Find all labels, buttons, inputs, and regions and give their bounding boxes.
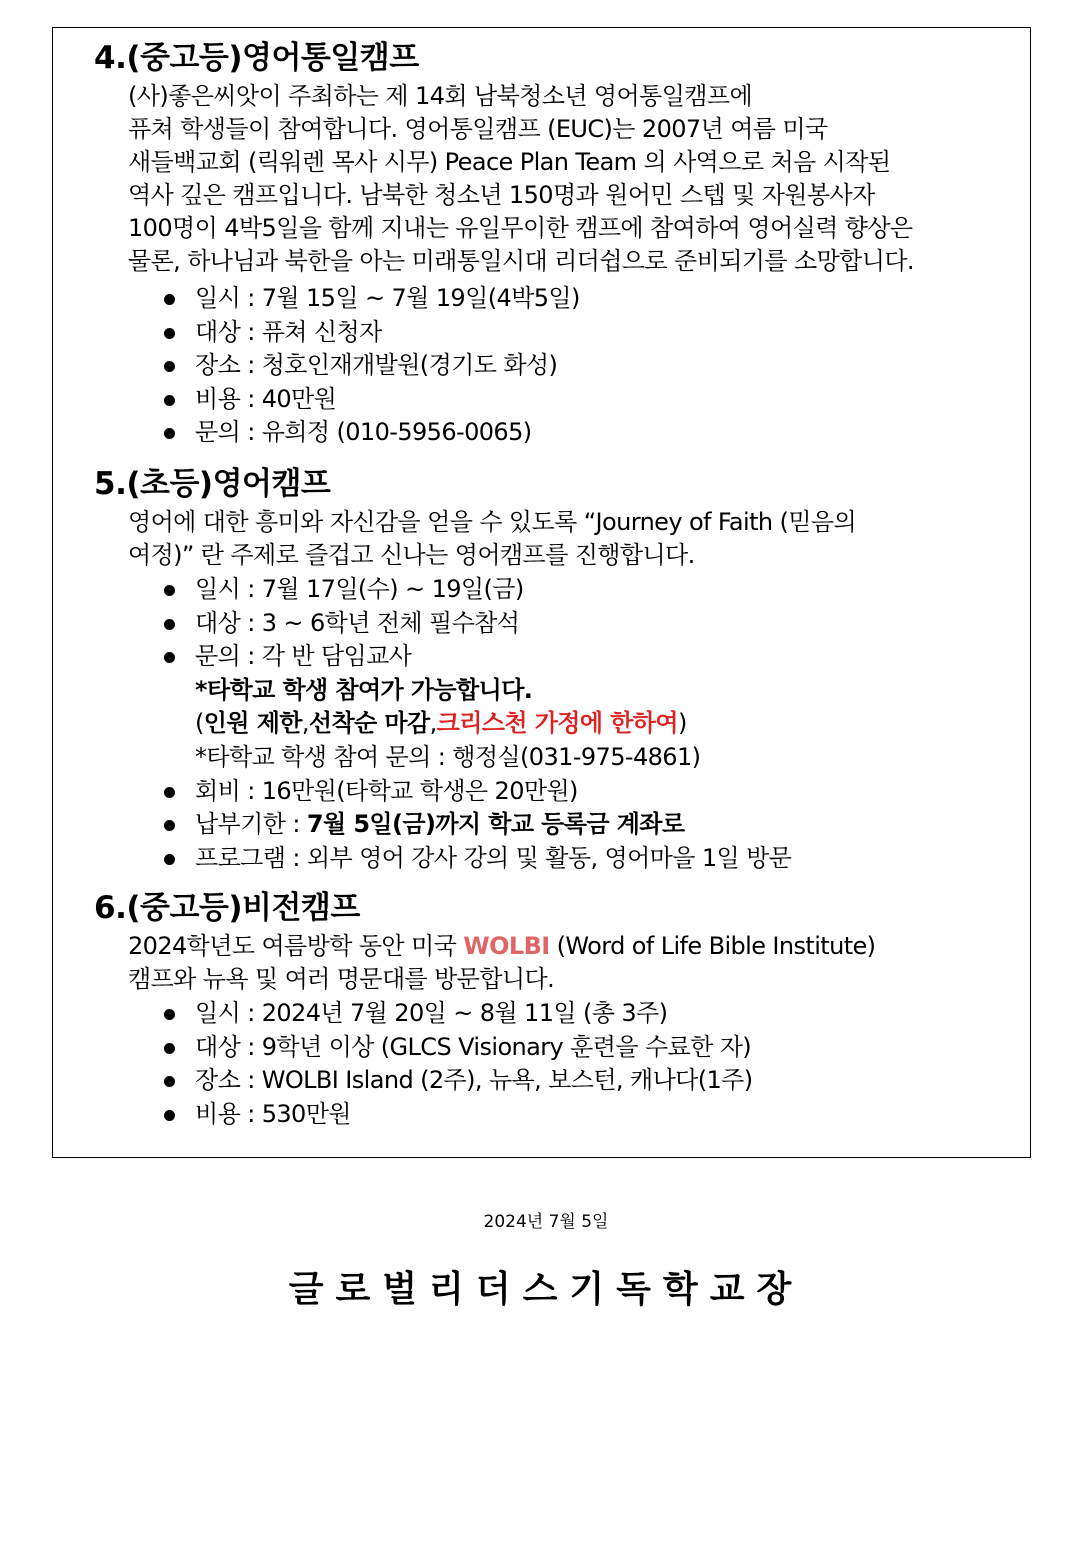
detail-date: 일시 : 2024년 7월 20일 ~ 8월 11일 (총 3주) bbox=[160, 997, 753, 1031]
participation-conditions bbox=[160, 707, 791, 741]
section-6-details bbox=[160, 997, 753, 1131]
section-4-details bbox=[160, 282, 580, 450]
description-text: (Word of Life Bible Institute) bbox=[549, 932, 876, 960]
description-line: 퓨쳐 학생들이 참여합니다. 영어통일캠프 (EUC)는 2007년 여름 미국 bbox=[128, 115, 828, 143]
condition-first-come: 선착순 마감 bbox=[308, 709, 430, 738]
section-6-title: 6.(중고등)비전캠프 bbox=[94, 890, 360, 926]
description-line: (사)좋은씨앗이 주최하는 제 14회 남북청소년 영어통일캠프에 bbox=[128, 82, 753, 110]
detail-target: 대상 : 9학년 이상 (GLCS Visionary 훈련을 수료한 자) bbox=[160, 1031, 753, 1065]
other-school-inquiry: *타학교 학생 참여 문의 : 행정실(031-975-4861) bbox=[195, 742, 701, 771]
description-line: 여정)” 란 주제로 즐겁고 신나는 영어캠프를 진행합니다. bbox=[128, 541, 695, 569]
description-line: 100명이 4박5일을 함께 지내는 유일무이한 캠프에 참여하여 영어실력 향상은 bbox=[128, 214, 913, 242]
description-line: 새들백교회 (릭워렌 목사 시무) Peace Plan Team 의 사역으로 처음 시작된 bbox=[128, 148, 891, 176]
detail-contact: 문의 : 각 반 담임교사 bbox=[160, 640, 791, 674]
other-school-note: *타학교 학생 참여가 가능합니다. bbox=[195, 675, 533, 704]
detail-fee: 회비 : 16만원(타학교 학생은 20만원) bbox=[160, 775, 791, 809]
comma: , bbox=[301, 709, 309, 738]
description-line bbox=[128, 930, 875, 963]
issue-date: 2024년 7월 5일 bbox=[483, 1212, 609, 1232]
detail-date: 일시 : 7월 15일 ~ 7월 19일(4박5일) bbox=[160, 282, 580, 316]
detail-location: 장소 : WOLBI Island (2주), 뉴욕, 보스턴, 캐나다(1주) bbox=[160, 1064, 753, 1098]
description-text: 2024학년도 여름방학 동안 미국 bbox=[128, 932, 464, 960]
principal-signature: 글로벌리더스기독학교장 bbox=[288, 1269, 804, 1310]
section-4-description bbox=[128, 80, 914, 278]
section-6-description bbox=[128, 930, 875, 996]
paren-open: ( bbox=[195, 709, 204, 738]
deadline-value: 7월 5일(금)까지 학교 등록금 계좌로 bbox=[306, 810, 685, 839]
detail-cost: 비용 : 530만원 bbox=[160, 1098, 753, 1132]
condition-limit: 인원 제한 bbox=[203, 709, 302, 738]
detail-target: 대상 : 3 ~ 6학년 전체 필수참석 bbox=[160, 607, 791, 641]
description-line: 영어에 대한 흥미와 자신감을 얻을 수 있도록 “Journey of Faith (믿음의 bbox=[128, 508, 857, 536]
section-4-title: 4.(중고등)영어통일캠프 bbox=[94, 40, 419, 76]
detail-deadline bbox=[160, 808, 791, 842]
description-line: 물론, 하나님과 북한을 아는 미래통일시대 리더쉽으로 준비되기를 소망합니다. bbox=[128, 247, 914, 275]
description-line: 역사 깊은 캠프입니다. 남북한 청소년 150명과 원어민 스텝 및 자원봉사자 bbox=[128, 181, 875, 209]
comma: , bbox=[429, 709, 437, 738]
detail-location: 장소 : 청호인재개발원(경기도 화성) bbox=[160, 349, 580, 383]
section-5-details bbox=[160, 573, 791, 875]
detail-cost: 비용 : 40만원 bbox=[160, 383, 580, 417]
section-5-description bbox=[128, 506, 856, 572]
paren-close: ) bbox=[677, 709, 687, 738]
deadline-label: 납부기한 : bbox=[195, 810, 307, 839]
description-line: 캠프와 뉴욕 및 여러 명문대를 방문합니다. bbox=[128, 965, 555, 993]
wolbi-highlight: WOLBI bbox=[463, 932, 550, 960]
detail-program: 프로그램 : 외부 영어 강사 강의 및 활동, 영어마을 1일 방문 bbox=[160, 842, 791, 876]
detail-target: 대상 : 퓨쳐 신청자 bbox=[160, 316, 580, 350]
condition-christian-family: 크리스천 가정에 한하여 bbox=[436, 709, 678, 738]
detail-date: 일시 : 7월 17일(수) ~ 19일(금) bbox=[160, 573, 791, 607]
section-5-title: 5.(초등)영어캠프 bbox=[94, 466, 331, 502]
detail-contact: 문의 : 유희정 (010-5956-0065) bbox=[160, 416, 580, 450]
